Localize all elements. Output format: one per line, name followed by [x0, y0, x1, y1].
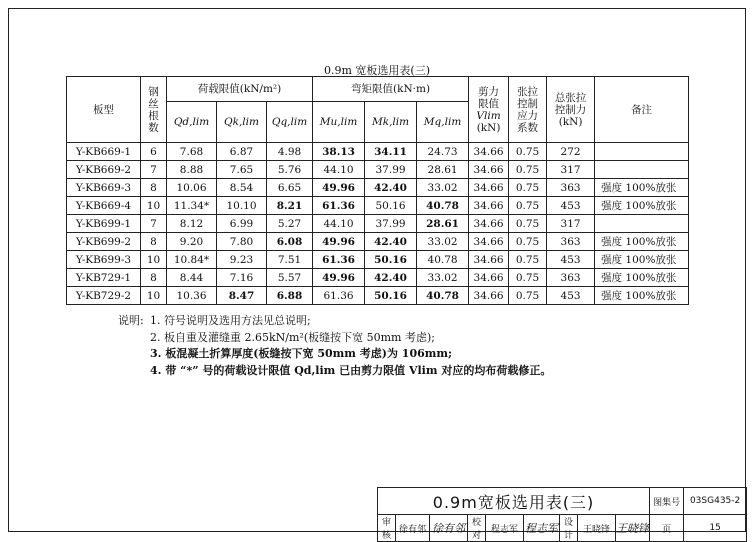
- design-label: 设计: [560, 515, 578, 542]
- reviewer-name: 徐有邻: [396, 515, 430, 542]
- cell-coef: 0.75: [509, 251, 547, 269]
- cell-qd: 10.36: [167, 287, 217, 305]
- cell-total: 272: [547, 143, 595, 161]
- table-row: [67, 215, 689, 233]
- cell-qq: 7.51: [267, 251, 313, 269]
- cell-model: Y-KB669-2: [67, 161, 141, 179]
- notes-lead: 说明:: [118, 314, 144, 327]
- check-label: 校对: [468, 515, 486, 542]
- cell-coef: 0.75: [509, 287, 547, 305]
- checker-signature: 程志军: [524, 515, 560, 542]
- cell-coef: 0.75: [509, 215, 547, 233]
- page-label: 页: [650, 515, 684, 542]
- cell-model: Y-KB669-4: [67, 197, 141, 215]
- header-shear: 剪力 限值 Vlim (kN): [469, 77, 509, 143]
- cell-qk: 7.80: [217, 233, 267, 251]
- cell-mq: 33.02: [417, 233, 469, 251]
- cell-n: 8: [141, 179, 167, 197]
- table-row: [67, 161, 689, 179]
- cell-mu: 38.13: [313, 143, 365, 161]
- cell-qd: 10.06: [167, 179, 217, 197]
- cell-qd: 9.20: [167, 233, 217, 251]
- cell-remark: 强度 100%放张: [595, 233, 689, 251]
- cell-v: 34.66: [469, 179, 509, 197]
- cell-qd: 10.84*: [167, 251, 217, 269]
- cell-mu: 61.36: [313, 251, 365, 269]
- cell-v: 34.66: [469, 215, 509, 233]
- cell-model: Y-KB669-1: [67, 143, 141, 161]
- checker-name: 程志军: [486, 515, 524, 542]
- cell-total: 363: [547, 233, 595, 251]
- notes-block: [118, 313, 551, 379]
- cell-mu: 49.96: [313, 269, 365, 287]
- cell-mu: 49.96: [313, 233, 365, 251]
- cell-total: 453: [547, 287, 595, 305]
- cell-v: 34.66: [469, 143, 509, 161]
- cell-coef: 0.75: [509, 143, 547, 161]
- cell-coef: 0.75: [509, 197, 547, 215]
- header-total-tension: 总张拉 控制力 (kN): [547, 77, 595, 143]
- cell-n: 10: [141, 287, 167, 305]
- cell-remark: 强度 100%放张: [595, 251, 689, 269]
- cell-qk: 7.65: [217, 161, 267, 179]
- cell-qk: 9.23: [217, 251, 267, 269]
- cell-mk: 42.40: [365, 269, 417, 287]
- cell-mq: 28.61: [417, 215, 469, 233]
- cell-qd: 8.44: [167, 269, 217, 287]
- cell-mk: 50.16: [365, 287, 417, 305]
- cell-qq: 6.65: [267, 179, 313, 197]
- header-q-k: Qk,lim: [217, 102, 267, 143]
- cell-total: 453: [547, 251, 595, 269]
- table-row: [67, 143, 689, 161]
- table-row: [67, 233, 689, 251]
- cell-model: Y-KB729-1: [67, 269, 141, 287]
- designer-name: 王晓锋: [578, 515, 616, 542]
- cell-mk: 50.16: [365, 197, 417, 215]
- cell-remark: 强度 100%放张: [595, 179, 689, 197]
- cell-mq: 33.02: [417, 179, 469, 197]
- cell-model: Y-KB729-2: [67, 287, 141, 305]
- cell-remark: [595, 143, 689, 161]
- cell-coef: 0.75: [509, 233, 547, 251]
- cell-remark: 强度 100%放张: [595, 287, 689, 305]
- note-4: 4. 带 “*” 号的荷载设计限值 Qd,lim 已由剪力限值 Vlim 对应的均布荷载修正。: [150, 363, 552, 377]
- table-caption: 0.9m 宽板选用表(三): [323, 64, 430, 77]
- cell-mu: 44.10: [313, 161, 365, 179]
- cell-v: 34.66: [469, 251, 509, 269]
- cell-qk: 8.54: [217, 179, 267, 197]
- cell-n: 7: [141, 161, 167, 179]
- note-1: 1. 符号说明及选用方法见总说明;: [150, 314, 311, 327]
- cell-total: 453: [547, 197, 595, 215]
- cell-mu: 61.36: [313, 197, 365, 215]
- review-label: 审核: [378, 515, 396, 542]
- cell-qq: 5.27: [267, 215, 313, 233]
- cell-mk: 37.99: [365, 161, 417, 179]
- cell-qq: 8.21: [267, 197, 313, 215]
- cell-total: 363: [547, 179, 595, 197]
- header-load-group: 荷载限值(kN/m²): [167, 77, 313, 102]
- header-rebar-count: 钢 丝 根 数: [141, 77, 167, 143]
- cell-qq: 6.08: [267, 233, 313, 251]
- table-row: [67, 287, 689, 305]
- cell-total: 317: [547, 161, 595, 179]
- reviewer-signature: 徐有邻: [430, 515, 468, 542]
- note-3: 3. 板混凝土折算厚度(板缝按下宽 50mm 考虑)为 106mm;: [150, 347, 453, 360]
- cell-mk: 34.11: [365, 143, 417, 161]
- cell-mu: 61.36: [313, 287, 365, 305]
- atlas-label: 图集号: [650, 488, 684, 515]
- cell-qd: 8.12: [167, 215, 217, 233]
- cell-remark: 强度 100%放张: [595, 197, 689, 215]
- header-model: 板型: [67, 77, 141, 143]
- cell-coef: 0.75: [509, 179, 547, 197]
- table-row: [67, 251, 689, 269]
- selection-table: [66, 76, 689, 305]
- cell-mk: 42.40: [365, 233, 417, 251]
- cell-mu: 44.10: [313, 215, 365, 233]
- title-block-title: 0.9m宽板选用表(三): [378, 488, 650, 515]
- header-m-q: Mq,lim: [417, 102, 469, 143]
- cell-qk: 6.99: [217, 215, 267, 233]
- cell-qd: 11.34*: [167, 197, 217, 215]
- cell-qq: 6.88: [267, 287, 313, 305]
- table-row: [67, 269, 689, 287]
- header-tension-coefficient: 张拉 控制 应力 系数: [509, 77, 547, 143]
- cell-n: 10: [141, 197, 167, 215]
- cell-remark: [595, 215, 689, 233]
- header-m-k: Mk,lim: [365, 102, 417, 143]
- cell-remark: [595, 161, 689, 179]
- cell-model: Y-KB669-3: [67, 179, 141, 197]
- cell-mq: 40.78: [417, 287, 469, 305]
- cell-qk: 6.87: [217, 143, 267, 161]
- cell-n: 7: [141, 215, 167, 233]
- table-row: [67, 197, 689, 215]
- cell-mq: 24.73: [417, 143, 469, 161]
- cell-total: 317: [547, 215, 595, 233]
- cell-v: 34.66: [469, 269, 509, 287]
- header-m-u: Mu,lim: [313, 102, 365, 143]
- designer-signature: 王晓锋: [616, 515, 650, 542]
- cell-n: 6: [141, 143, 167, 161]
- cell-qd: 7.68: [167, 143, 217, 161]
- cell-v: 34.66: [469, 233, 509, 251]
- cell-mk: 37.99: [365, 215, 417, 233]
- cell-mq: 28.61: [417, 161, 469, 179]
- cell-n: 8: [141, 233, 167, 251]
- cell-model: Y-KB699-2: [67, 233, 141, 251]
- cell-n: 10: [141, 251, 167, 269]
- cell-coef: 0.75: [509, 161, 547, 179]
- cell-qq: 5.76: [267, 161, 313, 179]
- cell-mu: 49.96: [313, 179, 365, 197]
- cell-model: Y-KB699-3: [67, 251, 141, 269]
- cell-qd: 8.88: [167, 161, 217, 179]
- cell-mq: 40.78: [417, 251, 469, 269]
- cell-qk: 8.47: [217, 287, 267, 305]
- table-row: [67, 179, 689, 197]
- cell-mq: 33.02: [417, 269, 469, 287]
- cell-coef: 0.75: [509, 269, 547, 287]
- atlas-number: 03SG435-2: [684, 488, 747, 515]
- note-2: 2. 板自重及灌缝重 2.65kN/m²(板缝按下宽 50mm 考虑);: [150, 330, 435, 344]
- cell-n: 8: [141, 269, 167, 287]
- cell-mq: 40.78: [417, 197, 469, 215]
- cell-qk: 10.10: [217, 197, 267, 215]
- cell-qq: 5.57: [267, 269, 313, 287]
- header-moment-group: 弯矩限值(kN·m): [313, 77, 469, 102]
- cell-remark: 强度 100%放张: [595, 269, 689, 287]
- cell-mk: 50.16: [365, 251, 417, 269]
- page-number: 15: [684, 515, 747, 542]
- cell-qq: 4.98: [267, 143, 313, 161]
- cell-model: Y-KB699-1: [67, 215, 141, 233]
- cell-v: 34.66: [469, 161, 509, 179]
- cell-v: 34.66: [469, 197, 509, 215]
- header-remarks: 备注: [595, 77, 689, 143]
- cell-qk: 7.16: [217, 269, 267, 287]
- cell-mk: 42.40: [365, 179, 417, 197]
- title-block: [377, 487, 747, 542]
- header-q-q: Qq,lim: [267, 102, 313, 143]
- cell-total: 363: [547, 269, 595, 287]
- header-q-d: Qd,lim: [167, 102, 217, 143]
- cell-v: 34.66: [469, 287, 509, 305]
